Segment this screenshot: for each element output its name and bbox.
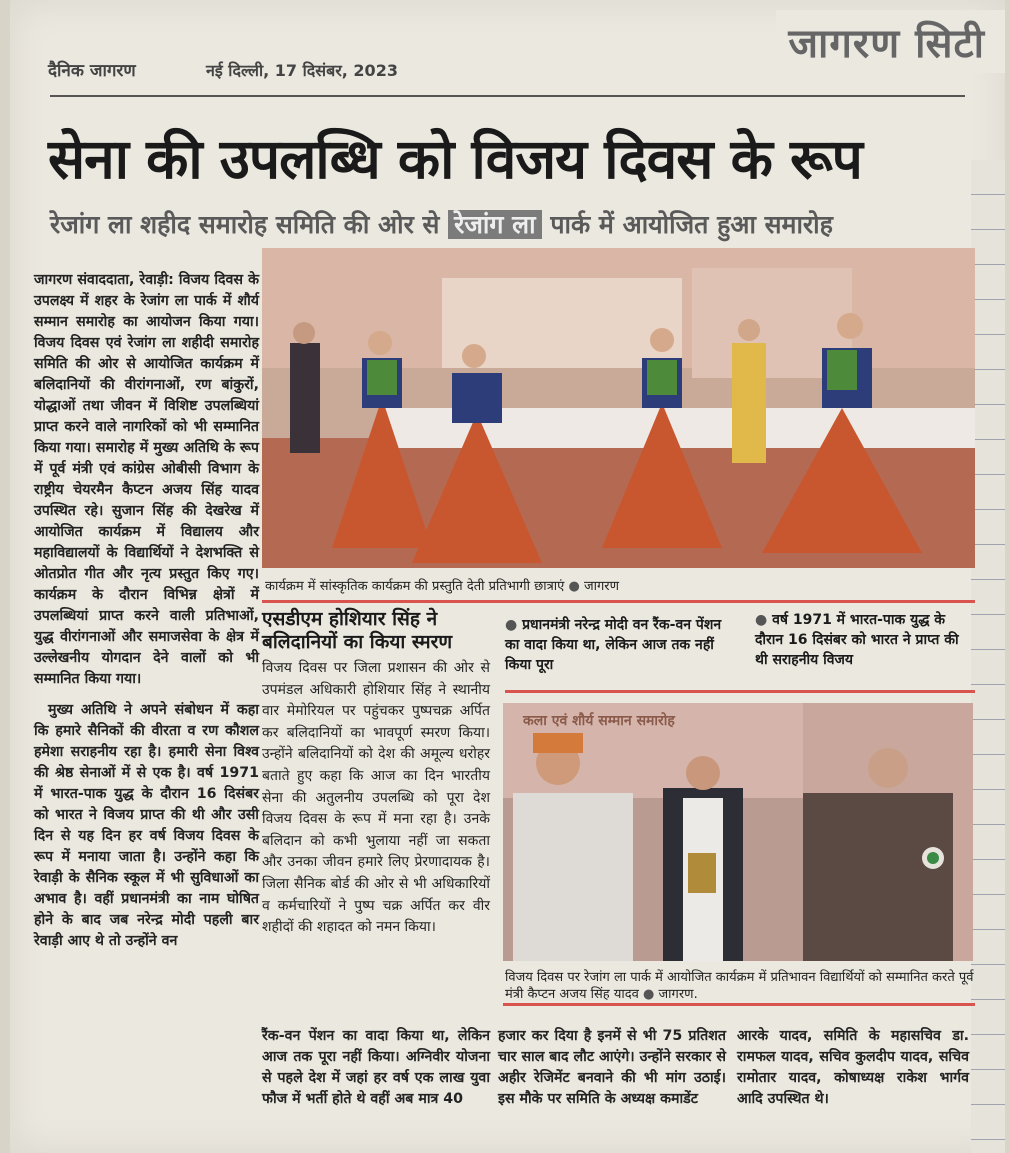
mid-story-heading: एसडीएम होशियार सिंह ने बलिदानियों का किया स्मरण (262, 608, 453, 653)
highlight-1-text: प्रधानमंत्री नरेन्द्र मोदी वन रैंक-वन पेंशन का वादा किया था, लेकिन आज तक नहीं किया पूरा (505, 617, 722, 673)
subhead-after: पार्क में आयोजित हुआ समारोह (550, 210, 833, 239)
highlight-2 (755, 610, 960, 670)
bottom-caption-text: विजय दिवस पर रेजांग ला पार्क में आयोजित कार्यक्रम में प्रतिभावन विद्यार्थियों को सम्मानित करते पूर्व मंत्री कैप्टन अजय सिंह यादव (505, 970, 974, 1002)
dance-photo-image (262, 248, 975, 568)
dateline: नई दिल्ली, 17 दिसंबर, 2023 (206, 61, 398, 80)
left-column (34, 270, 259, 952)
bottom-caption-bullet-icon: ● (643, 987, 659, 1002)
top-photo-caption (265, 578, 965, 595)
bottom-photo-caption (505, 969, 975, 1003)
byline: जागरण संवाददाता, रेवाड़ी: (34, 272, 174, 288)
bottom-column-1: रैंक-वन पेंशन का वादा किया था, लेकिन आज तक पूरा नहीं किया। अग्निवीर योजना से पहले देश में जहां हर वर्ष एक लाख युवा फौज में भर्ती होते थे वहीं अब मात्र 40 (262, 1028, 490, 1107)
top-caption-bullet-icon: ● (568, 579, 584, 594)
subhead-before: रेजांग ला शहीद समारोह समिति की ओर से (50, 210, 440, 239)
top-caption-credit: जागरण (583, 579, 620, 594)
subhead-highlight: रेजांग ला (448, 210, 541, 239)
mid-story-body: विजय दिवस पर जिला प्रशासन की ओर से उपमंडल अधिकारी होशियार सिंह ने स्थानीय वार मेमोरियल पर पहुंचकर पुष्पचक्र अर्पित कर बलिदानियों का भावपूर्ण स्मरण किया। उन्होंने बलिदानियों को देश की अमूल्य धरोहर बताते हुए कहा कि आज का दिन भारतीय सेना की अतुलनीय उपलब्धि को पूरा देश विजय दिवस के रूप में मना रहा है। उनके बलिदान को कभी भुलाया नहीं जा सकता और उनका जीवन हमारे लिए प्रेरणादायक है। जिला सैनिक बोर्ड की ओर से भी अधिकारियों व कर्मचारियों ने पुष्प चक्र अर्पित कर वीर शहीदों की शहादत को नमन किया। (262, 660, 490, 936)
section-title: जागरण सिटी (776, 10, 1005, 73)
masthead-rule (50, 95, 965, 97)
left-para-2: मुख्य अतिथि ने अपने संबोधन में कहा कि हमारे सैनिकों की वीरता व रण कौशल हमेशा सराहनीय रहा है। हमारी सेना विश्व की श्रेष्ठ सेनाओं में से एक है। वर्ष 1971 में भारत-पाक युद्ध के दौरान 16 दिसंबर को भारत ने विजय प्राप्त की थी और उसी दिन से यह दिन हर वर्ष विजय दिवस के रूप में मनाया जाता है। उन्होंने कहा कि रेवाड़ी के सैनिक स्कूल में भी सुविधाओं का अभाव है। वहीं प्रधानमंत्री का नाम घोषित होने के बाद जब नरेन्द्र मोदी पहली बार रेवाड़ी आए थे तो उन्होंने वन (34, 702, 259, 949)
bottom-red-rule (503, 1003, 975, 1006)
highlight-1 (505, 615, 730, 675)
photo-banner-text: कला एवं शौर्य सम्मान समारोह (523, 713, 675, 729)
highlight-1-bullet-icon: ● (505, 617, 523, 633)
headline: सेना की उपलब्धि को विजय दिवस के रूप (48, 127, 862, 191)
top-caption-text: कार्यक्रम में सांस्कृतिक कार्यक्रम की प्रस्तुति देती प्रतिभागी छात्राएं (265, 579, 565, 594)
bottom-column-2: हजार कर दिया है इनमें से भी 75 प्रतिशत चार साल बाद लौट आएंगे। उन्होंने सरकार से अहीर रेजिमेंट बनवाने की भी मांग उठाई। इस मौके पर समिति के अध्यक्ष कमाडेंट (498, 1028, 726, 1107)
bottom-caption-credit: जागरण. (658, 987, 698, 1002)
subhead (50, 207, 833, 241)
notebook-margin (971, 160, 1005, 1153)
paper-name: दैनिक जागरण (48, 61, 136, 81)
highlight-2-text: वर्ष 1971 में भारत-पाक युद्ध के दौरान 16 दिसंबर को भारत ने प्राप्त की थी सराहनीय विजय (755, 612, 959, 668)
bottom-column-3: आरके यादव, समिति के महासचिव डा. रामफल यादव, सचिव कुलदीप यादव, सचिव रामोतार यादव, कोषाध्यक्ष राकेश भार्गव आदि उपस्थित थे। (737, 1028, 969, 1107)
top-red-rule (262, 600, 975, 603)
dance-photo (262, 248, 975, 568)
left-para-1: विजय दिवस के उपलक्ष्य में शहर के रेजांग ला पार्क में शौर्य सम्मान समारोह का आयोजन किया गया। विजय दिवस एवं रेजांग ला शहीदी समारोह समिति की ओर से आयोजित कार्यक्रम में बलिदानियों की वीरांगनाओं, रण बांकुरों, योद्धाओं तथा जीवन में विशिष्ट उपलब्धियां प्राप्त करने वाले नागरिकों को भी सम्मानित किया गया। समारोह में मुख्य अतिथि के रूप में पूर्व मंत्री एवं कांग्रेस ओबीसी विभाग के राष्ट्रीय चेयरमैन कैप्टन अजय सिंह यादव उपस्थित रहे। सुजान सिंह की देखरेख में आयोजित कार्यक्रम में विद्यालय और महाविद्यालयों के विद्यार्थियों ने देशभक्ति से ओतप्रोत गीत और नृत्य प्रस्तुत किए गए। कार्यक्रम के दौरान विभिन्न क्षेत्रों में उपलब्धियां प्राप्त करने वाली प्रतिभाओं, युद्ध वीरांगनाओं और समाजसेवा के क्षेत्र में उल्लेखनीय योगदान देने वालों को भी सम्मानित किया गया। (34, 272, 259, 687)
felicitation-photo (503, 703, 973, 961)
mid-red-rule (505, 690, 975, 693)
newspaper-page (10, 0, 1005, 1153)
highlight-2-bullet-icon: ● (755, 612, 773, 628)
felicitation-photo-image (503, 703, 973, 961)
